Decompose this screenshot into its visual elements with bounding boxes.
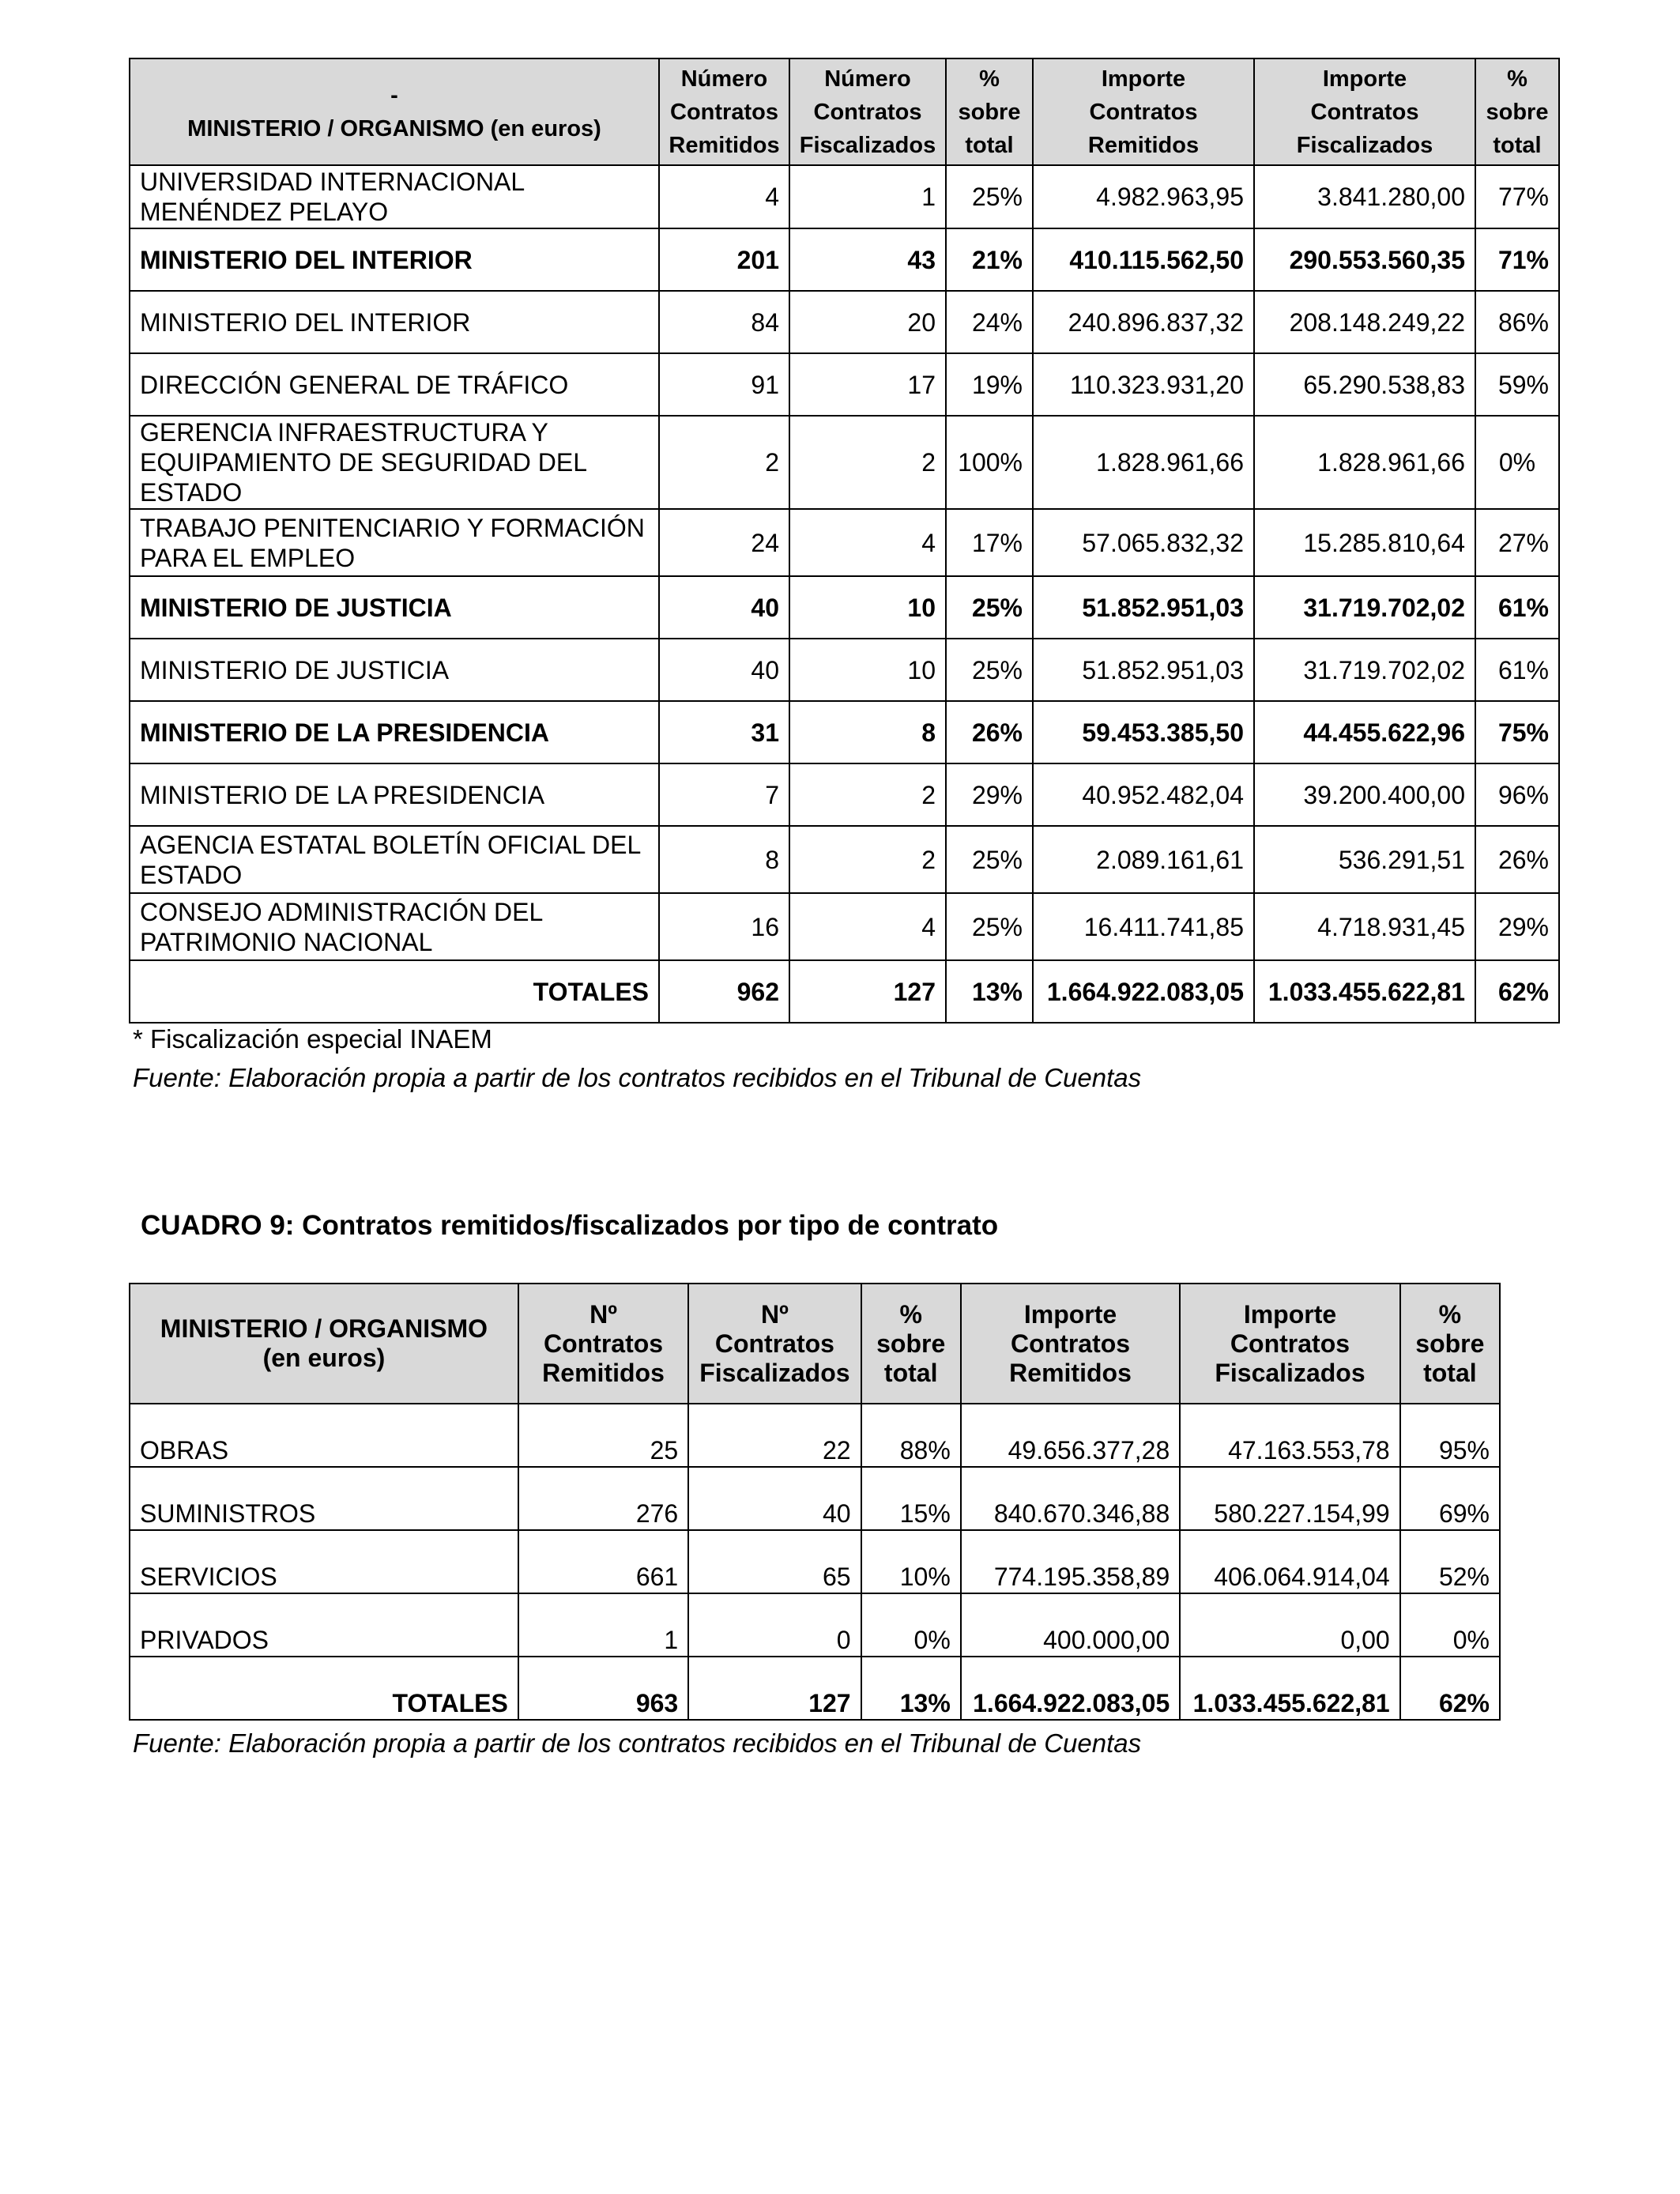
table-row [130,416,1559,509]
row-pct-importe: 0% [1400,1593,1500,1657]
row-importe-remitidos: 1.828.961,66 [1033,416,1254,509]
table-row [130,1404,1500,1467]
row-remitidos: 24 [659,509,789,576]
row-fiscalizados: 10 [789,576,946,639]
row-fiscalizados: 1 [789,165,946,228]
totals-pct-importe: 62% [1475,960,1559,1023]
row-fiscalizados: 2 [789,826,946,893]
row-importe-fiscalizados: 31.719.702,02 [1254,576,1475,639]
table-row [130,893,1559,960]
row-fiscalizados: 8 [789,701,946,763]
row-name: MINISTERIO DE LA PRESIDENCIA [130,701,659,763]
footnote-inaem: * Fiscalización especial INAEM [133,1024,492,1054]
totals-label: TOTALES [130,1657,518,1720]
row-name: MINISTERIO DE JUSTICIA [130,576,659,639]
row-pct: 17% [946,509,1033,576]
row-importe-fiscalizados: 65.290.538,83 [1254,353,1475,416]
row-importe-remitidos: 840.670.346,88 [961,1467,1180,1530]
row-pct: 15% [861,1467,961,1530]
row-pct-importe: 0% [1475,416,1559,509]
table-row [130,509,1559,576]
row-importe-fiscalizados: 15.285.810,64 [1254,509,1475,576]
row-importe-remitidos: 240.896.837,32 [1033,291,1254,353]
header-pct-importe: % sobre total [1475,58,1559,165]
totals-importe-fiscalizados: 1.033.455.622,81 [1180,1657,1399,1720]
table-row [130,576,1559,639]
row-remitidos: 1 [518,1593,688,1657]
row-importe-remitidos: 4.982.963,95 [1033,165,1254,228]
totals-pct-importe: 62% [1400,1657,1500,1720]
row-fiscalizados: 20 [789,291,946,353]
row-name: SERVICIOS [130,1530,518,1593]
header-importe-remitidos: Importe Contratos Remitidos [1033,58,1254,165]
row-remitidos: 201 [659,228,789,291]
totals-row [130,960,1559,1023]
row-pct-importe: 29% [1475,893,1559,960]
row-remitidos: 7 [659,763,789,826]
table-row [130,165,1559,228]
row-importe-fiscalizados: 47.163.553,78 [1180,1404,1399,1467]
row-fiscalizados: 2 [789,763,946,826]
row-fiscalizados: 4 [789,893,946,960]
row-importe-remitidos: 410.115.562,50 [1033,228,1254,291]
row-fiscalizados: 40 [688,1467,861,1530]
row-name: PRIVADOS [130,1593,518,1657]
table-row [130,1593,1500,1657]
row-name: CONSEJO ADMINISTRACIÓN DEL PATRIMONIO NACIONAL [130,893,659,960]
row-pct: 25% [946,165,1033,228]
row-remitidos: 40 [659,639,789,701]
table-caption: CUADRO 9: Contratos remitidos/fiscalizados por tipo de contrato [141,1210,999,1241]
header-num-remitidos: Número Contratos Remitidos [659,58,789,165]
row-fiscalizados: 17 [789,353,946,416]
row-importe-fiscalizados: 580.227.154,99 [1180,1467,1399,1530]
row-remitidos: 40 [659,576,789,639]
header-organism: - MINISTERIO / ORGANISMO (en euros) [130,58,659,165]
row-fiscalizados: 65 [688,1530,861,1593]
row-pct: 0% [861,1593,961,1657]
source-note-1: Fuente: Elaboración propia a partir de los contratos recibidos en el Tribunal de Cuentas [133,1063,1142,1092]
row-name: DIRECCIÓN GENERAL DE TRÁFICO [130,353,659,416]
table-row [130,228,1559,291]
row-importe-fiscalizados: 0,00 [1180,1593,1399,1657]
row-pct-importe: 26% [1475,826,1559,893]
header-pct-importe: % sobre total [1400,1284,1500,1404]
row-fiscalizados: 4 [789,509,946,576]
row-fiscalizados: 43 [789,228,946,291]
header-pct: % sobre total [946,58,1033,165]
row-name: OBRAS [130,1404,518,1467]
row-pct-importe: 96% [1475,763,1559,826]
row-name: MINISTERIO DE LA PRESIDENCIA [130,763,659,826]
totals-importe-fiscalizados: 1.033.455.622,81 [1254,960,1475,1023]
header-organism: MINISTERIO / ORGANISMO (en euros) [130,1284,518,1404]
row-remitidos: 91 [659,353,789,416]
row-name: GERENCIA INFRAESTRUCTURA Y EQUIPAMIENTO DE SEGURIDAD DEL ESTADO [130,416,659,509]
row-name: SUMINISTROS [130,1467,518,1530]
row-fiscalizados: 0 [688,1593,861,1657]
row-importe-remitidos: 400.000,00 [961,1593,1180,1657]
header-importe-fiscalizados: Importe Contratos Fiscalizados [1180,1284,1399,1404]
contracts-by-type-table [129,1283,1501,1721]
table-row [130,763,1559,826]
row-pct-importe: 61% [1475,576,1559,639]
row-pct: 25% [946,893,1033,960]
row-importe-fiscalizados: 536.291,51 [1254,826,1475,893]
row-pct: 100% [946,416,1033,509]
row-fiscalizados: 10 [789,639,946,701]
row-remitidos: 661 [518,1530,688,1593]
header-num-fiscalizados: Nº Contratos Fiscalizados [688,1284,861,1404]
row-importe-remitidos: 2.089.161,61 [1033,826,1254,893]
row-pct-importe: 95% [1400,1404,1500,1467]
row-importe-fiscalizados: 39.200.400,00 [1254,763,1475,826]
table-header-row [130,58,1559,165]
row-pct-importe: 52% [1400,1530,1500,1593]
table-row [130,639,1559,701]
totals-importe-remitidos: 1.664.922.083,05 [961,1657,1180,1720]
row-pct: 24% [946,291,1033,353]
row-importe-fiscalizados: 4.718.931,45 [1254,893,1475,960]
row-importe-fiscalizados: 3.841.280,00 [1254,165,1475,228]
table-row [130,701,1559,763]
row-fiscalizados: 2 [789,416,946,509]
row-importe-fiscalizados: 208.148.249,22 [1254,291,1475,353]
row-importe-remitidos: 110.323.931,20 [1033,353,1254,416]
row-pct-importe: 27% [1475,509,1559,576]
row-remitidos: 4 [659,165,789,228]
row-remitidos: 31 [659,701,789,763]
row-pct-importe: 77% [1475,165,1559,228]
row-remitidos: 276 [518,1467,688,1530]
header-num-fiscalizados: Número Contratos Fiscalizados [789,58,946,165]
row-importe-fiscalizados: 44.455.622,96 [1254,701,1475,763]
row-pct: 25% [946,826,1033,893]
row-importe-remitidos: 57.065.832,32 [1033,509,1254,576]
table-header-row [130,1284,1500,1404]
table-row [130,826,1559,893]
row-importe-fiscalizados: 1.828.961,66 [1254,416,1475,509]
row-remitidos: 84 [659,291,789,353]
row-importe-remitidos: 51.852.951,03 [1033,639,1254,701]
row-importe-fiscalizados: 290.553.560,35 [1254,228,1475,291]
header-pct: % sobre total [861,1284,961,1404]
row-pct: 10% [861,1530,961,1593]
row-pct: 19% [946,353,1033,416]
table-row [130,291,1559,353]
row-name: TRABAJO PENITENCIARIO Y FORMACIÓN PARA EL EMPLEO [130,509,659,576]
row-pct: 88% [861,1404,961,1467]
row-pct-importe: 61% [1475,639,1559,701]
header-num-remitidos: Nº Contratos Remitidos [518,1284,688,1404]
contracts-by-ministry-table [129,58,1560,1023]
row-remitidos: 8 [659,826,789,893]
row-importe-remitidos: 51.852.951,03 [1033,576,1254,639]
row-pct: 21% [946,228,1033,291]
row-pct: 25% [946,639,1033,701]
row-pct-importe: 71% [1475,228,1559,291]
totals-row [130,1657,1500,1720]
totals-pct: 13% [861,1657,961,1720]
row-pct-importe: 69% [1400,1467,1500,1530]
table-row [130,1530,1500,1593]
row-importe-remitidos: 774.195.358,89 [961,1530,1180,1593]
row-pct-importe: 86% [1475,291,1559,353]
row-name: MINISTERIO DEL INTERIOR [130,228,659,291]
row-remitidos: 2 [659,416,789,509]
row-importe-remitidos: 40.952.482,04 [1033,763,1254,826]
row-importe-fiscalizados: 406.064.914,04 [1180,1530,1399,1593]
row-pct: 25% [946,576,1033,639]
table-row [130,1467,1500,1530]
row-pct-importe: 59% [1475,353,1559,416]
row-name: MINISTERIO DE JUSTICIA [130,639,659,701]
row-importe-remitidos: 59.453.385,50 [1033,701,1254,763]
totals-fiscalizados: 127 [789,960,946,1023]
totals-importe-remitidos: 1.664.922.083,05 [1033,960,1254,1023]
totals-remitidos: 963 [518,1657,688,1720]
row-pct: 26% [946,701,1033,763]
row-name: MINISTERIO DEL INTERIOR [130,291,659,353]
row-fiscalizados: 22 [688,1404,861,1467]
row-importe-remitidos: 16.411.741,85 [1033,893,1254,960]
totals-pct: 13% [946,960,1033,1023]
row-remitidos: 16 [659,893,789,960]
source-note-2: Fuente: Elaboración propia a partir de los contratos recibidos en el Tribunal de Cuentas [133,1728,1142,1758]
totals-fiscalizados: 127 [688,1657,861,1720]
row-importe-fiscalizados: 31.719.702,02 [1254,639,1475,701]
row-importe-remitidos: 49.656.377,28 [961,1404,1180,1467]
totals-label: TOTALES [130,960,659,1023]
table-row [130,353,1559,416]
row-pct-importe: 75% [1475,701,1559,763]
row-name: AGENCIA ESTATAL BOLETÍN OFICIAL DEL ESTADO [130,826,659,893]
row-pct: 29% [946,763,1033,826]
totals-remitidos: 962 [659,960,789,1023]
row-name: UNIVERSIDAD INTERNACIONAL MENÉNDEZ PELAYO [130,165,659,228]
header-importe-fiscalizados: Importe Contratos Fiscalizados [1254,58,1475,165]
header-importe-remitidos: Importe Contratos Remitidos [961,1284,1180,1404]
row-remitidos: 25 [518,1404,688,1467]
